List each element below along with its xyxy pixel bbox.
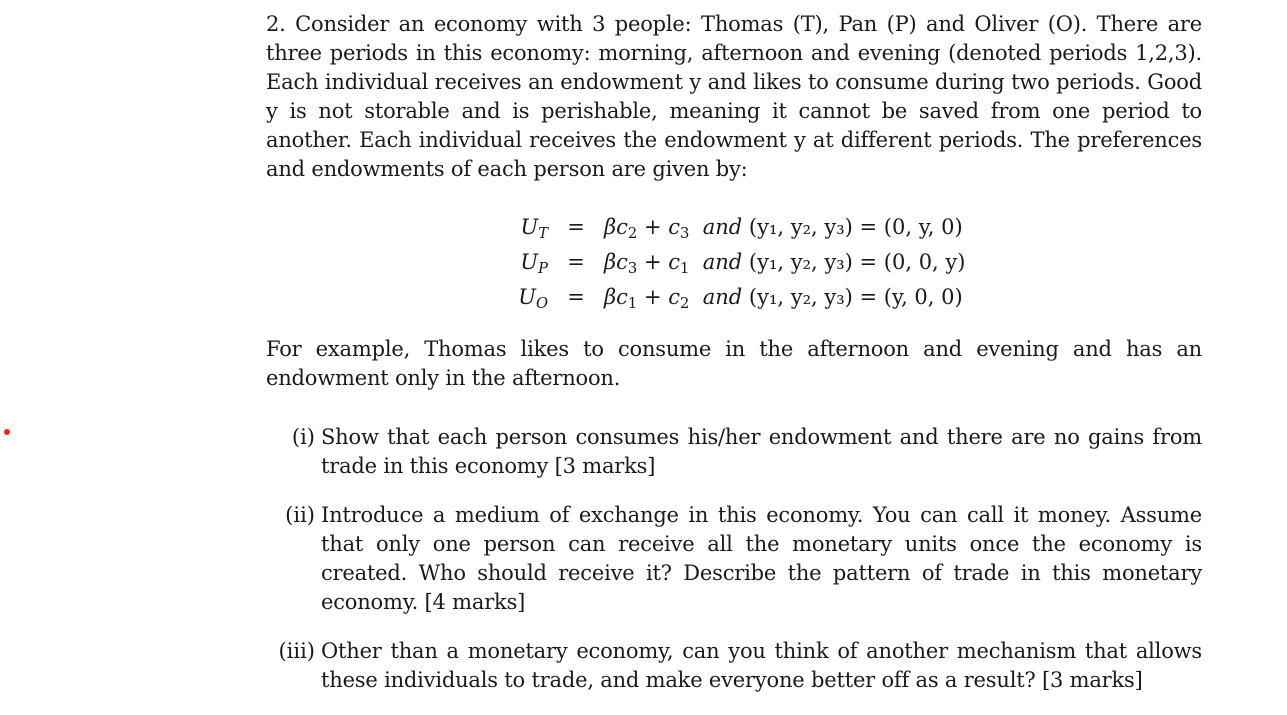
question-parts [266,423,1202,695]
equation-lhs-sub: T [538,225,548,242]
part-number: (iii) [278,639,315,663]
utility-term-a-sub: 1 [627,295,638,312]
equations-block [266,210,1202,315]
part-number: (i) [291,425,315,449]
equation-row [266,280,1202,315]
endowment-vector: (0, 0, y) [883,250,966,274]
utility-term-b-sub: 2 [679,295,690,312]
equation-lhs: U [520,215,539,239]
equation-lhs: U [520,250,539,274]
equation-lhs: U [518,285,536,309]
utility-term-a-sub: 2 [627,225,638,242]
utility-term-b: + c [637,285,680,309]
question-intro: 2. Consider an economy with 3 people: Thomas (T), Pan (P) and Oliver (O). There are three periods in this economy: morning, afternoon and evening (denoted periods 1,2,3). Each individual receives an endowment y and likes to consume during two periods. Good y is not storable and is perishable, meaning it cannot be saved from one period to another. Each individual receives the endowment y at different periods. The preferences and endowments of each person are given by: [266,12,1202,181]
part-text: Introduce a medium of exchange in this economy. You can call it money. Assume that only one person can receive all the monetary units once the economy is created. Who should receive it? Describe the pattern of trade in this monetary economy. [4 marks] [321,503,1202,614]
part-number: (ii) [285,503,315,527]
utility-term-a: βc [604,285,628,309]
utility-term-b-sub: 1 [679,260,690,277]
utility-term-b: + c [637,250,680,274]
utility-term-a-sub: 3 [627,260,638,277]
equation-row [266,210,1202,245]
and-word: and [702,215,743,239]
utility-term-b-sub: 3 [679,225,690,242]
equation-row [266,245,1202,280]
endowment-vector: (0, y, 0) [883,215,963,239]
question-part [266,501,1202,617]
part-text: Other than a monetary economy, can you think of another mechanism that allows these individuals to trade, and make everyone better off as a result? [3 marks] [321,639,1202,692]
example-text: For example, Thomas likes to consume in the afternoon and evening and has an endowment only in the afternoon. [266,337,1202,390]
utility-term-a: βc [604,215,628,239]
equation-lhs-sub: P [538,260,548,277]
equals-sign: = [567,250,585,274]
question-block [266,10,1202,715]
part-text: Show that each person consumes his/her endowment and there are no gains from trade in this economy [3 marks] [321,425,1202,478]
equation-lhs-sub: O [535,295,548,312]
question-part [266,637,1202,695]
question-part [266,423,1202,481]
utility-term-b: + c [637,215,680,239]
margin-marker-dot [4,429,10,435]
equals-sign: = [567,215,585,239]
and-word: and [702,250,743,274]
endowment-lhs: (y₁, y₂, y₃) = [748,215,878,239]
endowment-lhs: (y₁, y₂, y₃) = [748,285,878,309]
endowment-lhs: (y₁, y₂, y₃) = [748,250,878,274]
and-word: and [702,285,743,309]
endowment-vector: (y, 0, 0) [883,285,963,309]
utility-term-a: βc [604,250,628,274]
equals-sign: = [567,285,585,309]
